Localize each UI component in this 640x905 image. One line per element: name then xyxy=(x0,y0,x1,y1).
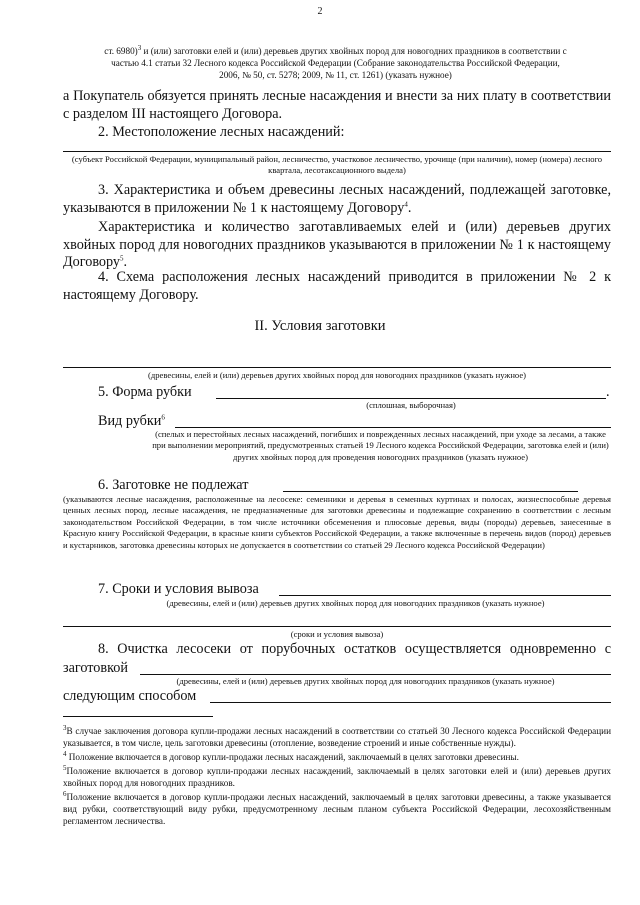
item8-label2: заготовкой xyxy=(63,660,128,676)
item7-line xyxy=(279,595,611,596)
footnote-5: $^5$Положение включается в договор купли-продажи лесных насаждений, заключаемый в целях заготовки елей и (или) деревьев других хвойных пород для новогодних праздников. xyxy=(63,763,611,788)
header-note: ст. 6980)$^3$ и (или) заготовки елей и (или) деревьев других хвойных пород для новогодних праздников в соответствии с частью 4.1 статьи 32 Лесного кодекса Российской Федерации (Собрание законодательства Российской Федерации, 2006, № 50, ст. 5278; 2009, № 11, ст. 1261) (указать нужное) xyxy=(104,43,567,80)
footnote-separator xyxy=(63,716,213,717)
item7-hint2: (сроки и условия вывоза) xyxy=(290,629,384,639)
item2-line xyxy=(63,151,611,152)
item6-line xyxy=(283,491,578,492)
item8-line2 xyxy=(210,702,611,703)
item7-line2 xyxy=(63,626,611,627)
item8-label3: следующим способом xyxy=(63,688,197,704)
item6-hint: (указываются лесные насаждения, расположенные на лесосеке: семенники и деревья в семенных куртинах и полосах, жизнеспособные деревья ценных лесных пород, лесные насаждения, не предназначенные для заготовки древесины и подлежащие сохранению в соответствии с лесным законодательством Российской Федерации, в том числе источники обсеменения и плюсовые деревья, виды (породы) деревьев, занесенные в Красную книгу Российской Федерации, в красные книги субъектов Российской Федерации, а также включенные в перечень видов (пород) деревьев и кустарников, заготовка древесины которых не допускается в соответствии со статьей 29 Лесного кодекса Российской Федерации) xyxy=(63,494,611,550)
harvest-hint: (древесины, елей и (или) деревьев других хвойных пород для новогодних праздников (указать нужное) xyxy=(147,370,527,380)
item5-hint: (сплошная, выборочная) xyxy=(366,400,456,410)
item5-dot: . xyxy=(606,384,610,400)
item5-line xyxy=(216,398,606,399)
harvest-line xyxy=(63,367,611,368)
item8-line xyxy=(140,674,611,675)
item3-paragraph: 3. Характеристика и объем древесины лесных насаждений, подлежащей заготовке, указываются в приложении № 1 к настоящему Договору$^4$. xyxy=(63,182,611,216)
item2-hint: (субъект Российской Федерации, муниципальный район, лесничество, участковое лесничество, урочище (при наличии), номер (номера) лесного квартала, лесотаксационного выдела) xyxy=(71,154,603,176)
item6-label: 6. Заготовке не подлежат xyxy=(98,477,249,493)
item8-text: 8. Очистка лесосеки от порубочных остатков осуществляется одновременно с xyxy=(98,641,611,657)
item4-paragraph: 4. Схема расположения лесных насаждений приводится в приложении № 2 к настоящему Договору. xyxy=(63,269,611,303)
item7-hint: (древесины, елей и (или) деревьев других хвойных пород для новогодних праздников (указать нужное) xyxy=(166,598,545,608)
item3-characteristics: Характеристика и количество заготавливаемых елей и (или) деревьев других хвойных пород для новогодних праздников указываются в приложении № 1 к настоящему Договору$^5$. xyxy=(63,219,611,270)
item5-label: 5. Форма рубки xyxy=(98,384,192,400)
cut-type-line xyxy=(175,427,611,428)
item7-label: 7. Сроки и условия вывоза xyxy=(98,581,259,597)
section2-title: II. Условия заготовки xyxy=(254,318,386,334)
footnote-6: $^6$Положение включается в договор купли-продажи лесных насаждений, заключаемый в целях заготовки древесины, а также указывается вид рубки, соответствующий виду рубки, предусмотренному лесным планом субъекта Российской Федерации, лесохозяйственным регламентом лесничества. xyxy=(63,789,611,826)
item2-label: 2. Местоположение лесных насаждений: xyxy=(98,124,345,140)
page-number: 2 xyxy=(317,6,323,17)
buyer-paragraph: а Покупатель обязуется принять лесные насаждения и внести за них плату в соответствии с разделом III настоящего Договора. xyxy=(63,88,611,122)
footnote-3: $^3$В случае заключения договора купли-продажи лесных насаждений в соответствии со статьей 30 Лесного кодекса Российской Федерации указывается, в том числе, цель заготовки древесины (отопление, возведение строений и иные собственные нужды). xyxy=(63,723,611,748)
footnote-4: $^4$ Положение включается в договор купли-продажи лесных насаждений, заключаемый в целях заготовки древесины. xyxy=(63,749,519,762)
footnotes xyxy=(63,725,611,827)
cut-type-hint: (спелых и перестойных лесных насаждений, погибших и поврежденных лесных насаждений, при уходе за лесами, а также при выполнении мероприятий, предусмотренных статьей 19 Лесного кодекса Российской Федерации, заготовка елей и (или) других хвойных пород для проведения новогодних праздников (указать нужное) xyxy=(152,429,609,462)
cut-type-label: Вид рубки$^6$ xyxy=(98,413,165,429)
item8-hint: (древесины, елей и (или) деревьев других хвойных пород для новогодних праздников (указать нужное) xyxy=(176,676,555,686)
